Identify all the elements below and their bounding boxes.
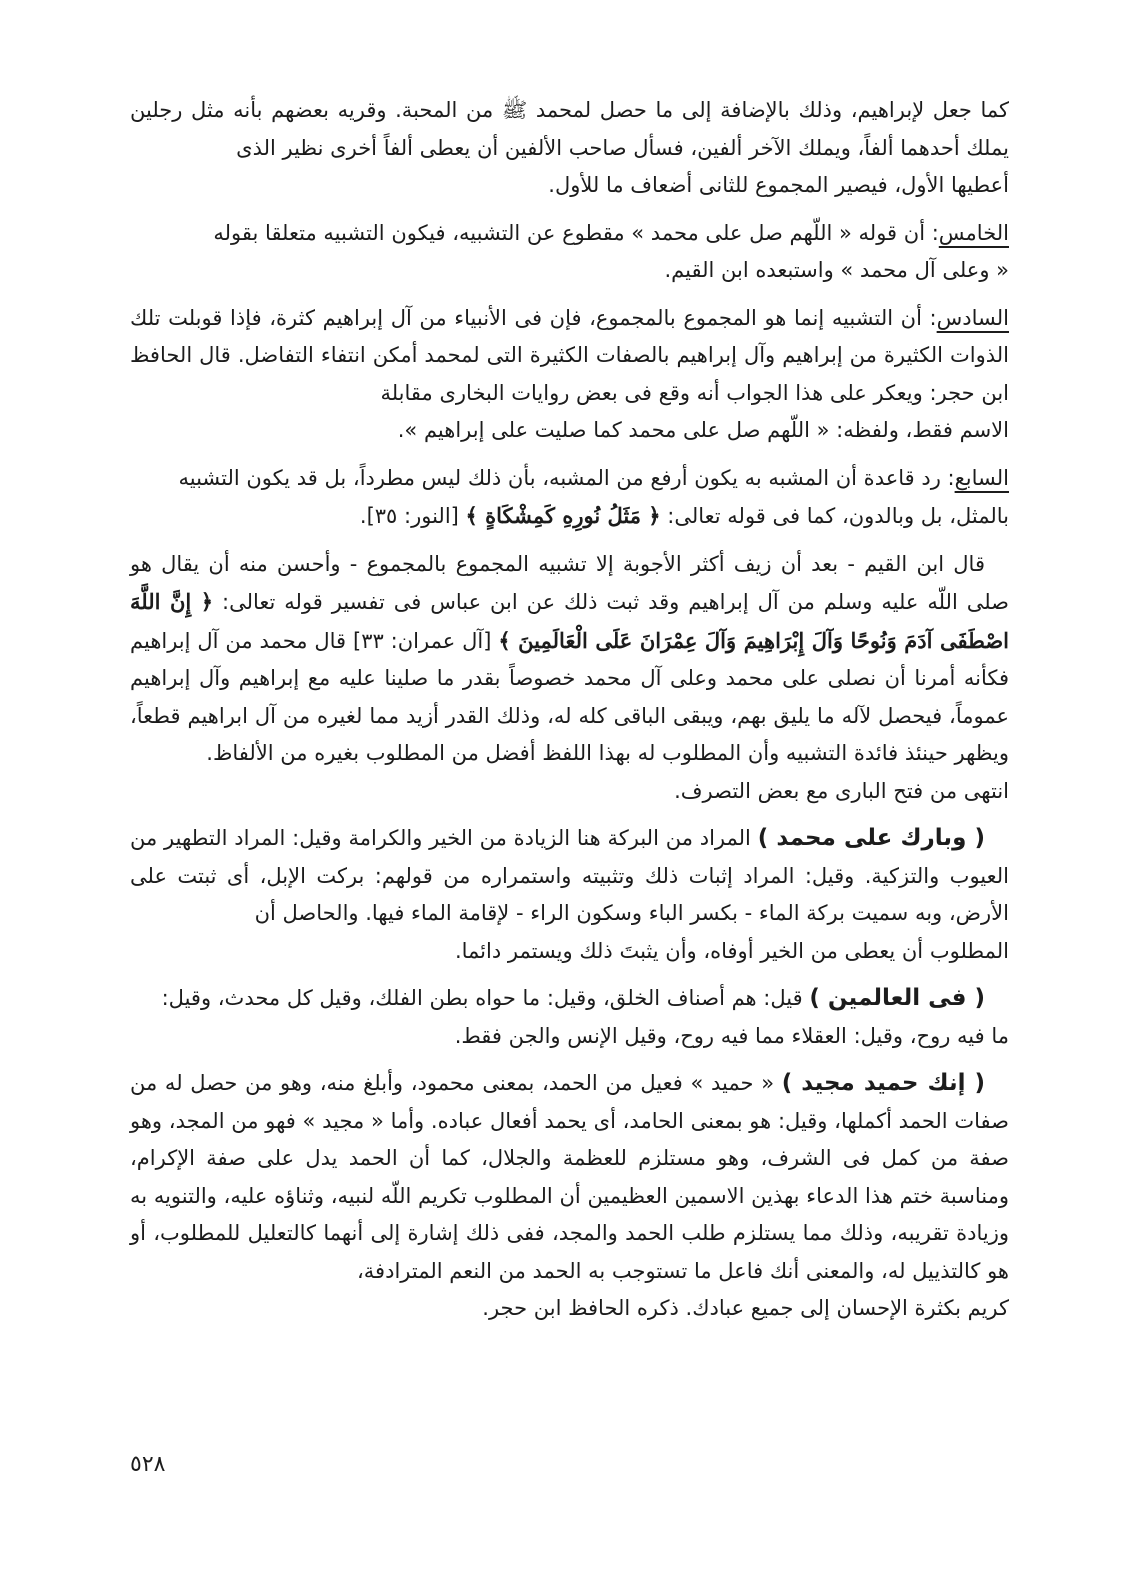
paragraph-text: : أن التشبيه إنما هو المجموع بالمجموع، فإن فى الأنبياء من آل إبراهيم كثرة، فإذا قوبلت تلك الذوات الكثيرة من إبراهيم وآل إبراهيم بالصفات الكثيرة التى لمحمد أمكن انتفاء التفاضل. قال الحافظ ابن حجر: ويعكر على هذا الجواب أنه وقع فى بعض روايات البخارى مقابلة (130, 305, 1009, 405)
paragraph-tail: انتهى من فتح البارى مع بعض التصرف. (674, 778, 1009, 803)
paragraph-text: : رد قاعدة أن المشبه به يكون أرفع من المشبه، بأن ذلك ليس مطرداً، بل قد يكون التشبيه (178, 465, 955, 490)
paragraph-text: « حميد » فعيل من الحمد، بمعنى محمود، وأبلغ منه، وهو من حصل له من صفات الحمد أكملها، وقيل: هو بمعنى الحامد، أى يحمد أفعال عباده. وأما « مجيد » فهو من المجد، وهو صفة من كمل فى الشرف، وهو مستلزم للعظمة والجلال، كما أن الحمد يدل على صفة الإكرام، ومناسبة ختم هذا الدعاء بهذين الاسمين العظيمين أن المطلوب تكريم اللّه لنبيه، وثناؤه عليه، والتنويه به وزيادة تقريبه، وذلك مما يستلزم طلب الحمد والمجد، ففى ذلك إشارة إلى أنهما كالتعليل للمطلوب، أو هو كالتذييل له، والمعنى أنك فاعل ما تستوجب به الحمد من النعم المترادفة، (130, 1071, 1009, 1283)
paragraph-barik (130, 820, 1009, 970)
paragraph-tail: ما فيه روح، وقيل: العقلاء مما فيه روح، وقيل الإنس والجن فقط. (454, 1023, 1009, 1048)
paragraph-text: قيل: هم أصناف الخلق، وقيل: ما حواه بطن الفلك، وقيل كل محدث، وقيل: (161, 986, 810, 1010)
paragraph-1 (130, 92, 1009, 205)
paragraph-alamin (130, 980, 1009, 1055)
paragraph-tail-before: بالمثل، بل وبالدون، كما فى قوله تعالى: (660, 504, 1009, 528)
section-label-seventh: السابع (954, 465, 1009, 490)
paragraph-text: : أن قوله « اللّهم صل على محمد » مقطوع عن التشبيه، فيكون التشبيه متعلقا بقوله (213, 220, 939, 245)
verse-reference: [النور: ٣٥]. (359, 504, 466, 528)
paragraph-hamid-majid (130, 1065, 1009, 1328)
paragraph-fifth (130, 215, 1009, 290)
paragraph-sixth (130, 300, 1009, 450)
page-number: ٥٢٨ (130, 1452, 166, 1477)
section-label-sixth: السادس (936, 305, 1009, 330)
paragraph-text-after: [آل عمران: ٣٣] قال محمد من آل إبراهيم فكأنه أمرنا أن نصلى على محمد وعلى آل محمد خصوصاً بقدر ما صلينا عليه مع إبراهيم وآل إبراهيم عموماً، فيحصل لآله ما يليق بهم، ويبقى الباقى كله له، وذلك القدر أزيد مما لغيره من آل ابراهيم قطعاً، ويظهر حينئذ فائدة التشبيه وأن المطلوب له بهذا اللفظ أفضل من المطلوب بغيره من الألفاظ. (130, 628, 1009, 765)
section-label-fifth: الخامس (938, 220, 1009, 245)
paragraph-text: قال ابن القيم - بعد أن زيف أكثر الأجوبة إلا تشبيه المجموع بالمجموع - وأحسن منه أن يقال هو صلى اللّه عليه وسلم من آل إبراهيم وقد ثبت ذلك عن ابن عباس فى تفسير قوله تعالى: (130, 551, 1009, 614)
paragraph-tail: كريم بكثرة الإحسان إلى جميع عبادك. ذكره الحافظ ابن حجر. (482, 1296, 1009, 1320)
term-heading: ( إنك حميد مجيد ) (781, 1070, 986, 1096)
paragraph-text: المراد من البركة هنا الزيادة من الخير والكرامة وقيل: المراد التطهير من العيوب والتزكية. وقيل: المراد إثبات ذلك وتثبيته واستمراره من قولهم: بركت الإبل، أى ثبتت على الأرض، وبه سميت بركة الماء - بكسر الباء وسكون الراء - لإقامة الماء فيها. والحاصل أن (130, 826, 1009, 925)
paragraph-tail: الاسم فقط، ولفظه: « اللّهم صل على محمد كما صليت على إبراهيم ». (397, 418, 1009, 442)
term-heading: ( فى العالمين ) (809, 985, 985, 1011)
paragraph-seventh (130, 460, 1009, 536)
quran-verse: ﴿ مَثَلُ نُورِهِ كَمِشْكَاةٍ ﴾ (465, 503, 661, 528)
quran-verse: ﴿ إِنَّ اللَّهَ اصْطَفَى آدَمَ وَنُوحًا وَآلَ إِبْرَاهِيمَ وَآلَ عِمْرَانَ عَلَى الْعَالَمِينَ ﴾ (130, 589, 1009, 653)
paragraph-tail: أعطيها الأول، فيصير المجموع للثانى أضعاف ما للأول. (548, 173, 1009, 197)
paragraph-text: كما جعل لإبراهيم، وذلك بالإضافة إلى ما حصل لمحمد ﷺ من المحبة. وقريه بعضهم بأنه مثل رجلين يملك أحدهما ألفاً، ويملك الآخر ألفين، فسأل صاحب الألفين أن يعطى ألفاً أخرى نظير الذى (130, 98, 1009, 160)
paragraph-tail: المطلوب أن يعطى من الخير أوفاه، وأن يثبتَ ذلك ويستمر دائما. (454, 938, 1009, 963)
term-heading: ( وبارك على محمد ) (757, 825, 985, 851)
paragraph-tail: « وعلى آل محمد » واستبعده ابن القيم. (664, 258, 1009, 282)
paragraph-ibn-qayyim (130, 546, 1009, 811)
